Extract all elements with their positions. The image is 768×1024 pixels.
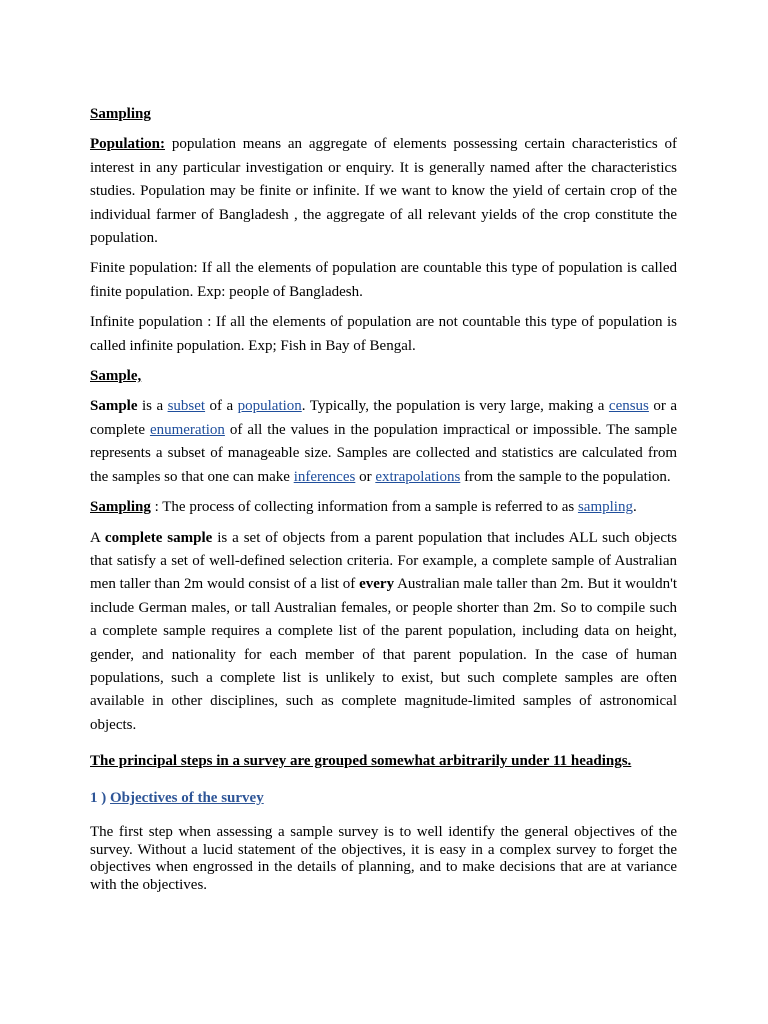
population-link[interactable]: population [237,398,302,415]
sample-text-1: is a [137,398,168,415]
objectives-link[interactable]: Objectives of the survey [110,789,264,806]
population-label: Population: [90,136,166,153]
complete-sample-term: complete sample [104,529,213,546]
extrapolations-link[interactable]: extrapolations [375,468,461,485]
complete-sample-text-2: Australian male taller than 2m. But it wouldn't include German males, or tall Australian females, or people shorter than 2m. So to compile such a complete sample requires a complete list of the parent population, including data on height, gender, and nationality for each member of that parent population. In the case of human populations, such a complete list is unlikely to exist, but such complete samples are often available in other disciplines, such as complete magnitude-limited samples of astronomical objects. [90,576,677,733]
sampling-def-text-1: : The process of collecting information from a sample is referred to as [150,499,578,516]
page-title: Sampling [90,106,151,122]
enumeration-link[interactable]: enumeration [149,421,225,438]
sample-text-7: from the sample to the population. [460,468,671,485]
document-page [90,103,677,901]
sampling-def-text-2: . [632,499,637,516]
subset-link[interactable]: subset [167,398,206,415]
objectives-heading [90,787,677,810]
infinite-population-paragraph: Infinite population : If all the elements of population are not countable this type of population is called infinite population. Exp; Fish in Bay of Bengal. [90,314,677,354]
population-paragraph [90,133,677,250]
sampling-definition-paragraph [90,496,677,519]
sample-text-3: . Typically, the population is very large, making a [301,398,609,415]
inferences-link[interactable]: inferences [293,468,356,485]
sample-text-4: or a complete [90,398,677,438]
finite-population-paragraph: Finite population: If all the elements of population are countable this type of population is called finite population. Exp: people of Bangladesh. [90,260,677,300]
sample-heading: Sample, [90,368,142,385]
complete-sample-text-1: is a set of objects from a parent population that includes ALL such objects that satisfy a set of well-defined selection criteria. For example, a complete sample of Australian men taller than 2m would consist of a list of [90,529,677,593]
sample-paragraph [90,395,677,489]
objectives-paragraph: The first step when assessing a sample survey is to well identify the general objectives of the survey. Without a lucid statement of the objectives, it is easy in a complex survey to forget the objectives when engrossed in the details of planning, and to make decisions that are at variance with the objectives. [90,823,677,893]
population-text: population means an aggregate of elements possessing certain characteristics of interest in any particular investigation or enquiry. It is generally named after the characteristics studies. Population may be finite or infinite. If we want to know the yield of certain crop of the individual farmer of Bangladesh , the aggregate of all relevant yields of the crop constitute the population. [90,136,677,247]
sampling-link[interactable]: sampling [577,499,633,516]
sample-text-6: or [355,468,376,485]
sample-text-5: of all the values in the population impractical or impossible. The sample represents a subset of manageable size. Samples are collected and statistics are calculated from the samples so that one can make [90,421,677,485]
sample-text-2: of a [205,398,238,415]
survey-steps-heading: The principal steps in a survey are grouped somewhat arbitrarily under 11 headings. [90,753,632,770]
objectives-number: 1 ) [90,789,110,806]
every-emphasis: every [359,576,395,593]
sampling-term: Sampling [90,499,151,516]
complete-sample-paragraph [90,527,677,738]
complete-sample-text-0: A [90,529,105,546]
sample-term: Sample [90,398,138,415]
census-link[interactable]: census [608,398,649,415]
